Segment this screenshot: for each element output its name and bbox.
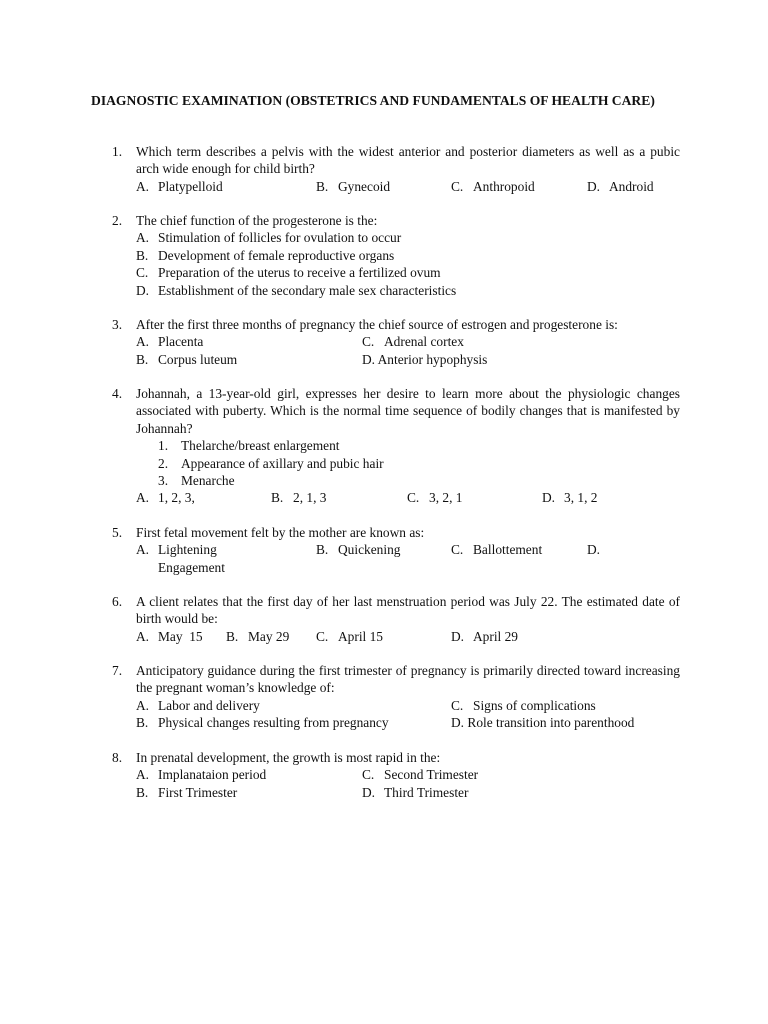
question-stem: Johannah, a 13-year-old girl, expresses her desire to learn more about the physiologic changes associated with puberty. Which is the normal time sequence of bodily changes that is manifested by Johannah? <box>136 386 680 436</box>
question-stem: First fetal movement felt by the mother are known as: <box>136 525 425 540</box>
question-stem: Anticipatory guidance during the first trimester of pregnancy is primarily directed toward increasing the pregnant woman’s knowledge of: <box>136 663 680 696</box>
question-4 <box>112 385 680 507</box>
option-d: D. Android <box>587 178 654 194</box>
question-7 <box>112 662 680 732</box>
question-stem: Which term describes a pelvis with the widest anterior and posterior diameters as well as a pubic arch wide enough for child birth? <box>136 144 680 177</box>
option-b: B. 2, 1, 3 <box>271 490 327 506</box>
option-d: D. April 29 <box>451 628 519 644</box>
option-d: D. Third Trimester <box>362 784 469 800</box>
options-row <box>136 541 680 558</box>
options-row <box>136 714 680 731</box>
options-row <box>136 766 680 783</box>
option-a: A. 1, 2, 3, <box>136 490 195 506</box>
question-number: 7. <box>112 663 123 678</box>
option-a: A. May 15 <box>136 628 203 644</box>
options-row <box>136 489 680 506</box>
question-number: 5. <box>112 525 123 540</box>
sequence-item-2: 2. Appearance of axillary and pubic hair <box>158 455 384 471</box>
option-d-text: Engagement <box>158 559 225 575</box>
sequence-item-1: 1. Thelarche/breast enlargement <box>158 438 340 454</box>
option-a: A. Implanataion period <box>136 767 267 783</box>
option-b: B. First Trimester <box>136 784 238 800</box>
question-number: 4. <box>112 386 123 401</box>
option-b: B. May 29 <box>226 628 290 644</box>
question-5 <box>112 524 680 576</box>
option-c: C. Anthropoid <box>451 178 535 194</box>
question-3 <box>112 316 680 368</box>
question-6 <box>112 593 680 645</box>
question-stem: The chief function of the progesterone is the: <box>136 213 378 228</box>
question-1 <box>112 143 680 195</box>
option-c: C. Adrenal cortex <box>362 334 464 350</box>
options-row <box>136 351 680 368</box>
question-stem: In prenatal development, the growth is most rapid in the: <box>136 750 441 765</box>
question-stem: A client relates that the first day of her last menstruation period was July 22. The estimated date of birth would be: <box>136 594 680 627</box>
option-b: B. Physical changes resulting from pregnancy <box>136 715 389 731</box>
option-c: C. Preparation of the uterus to receive a fertilized ovum <box>136 265 441 281</box>
option-a: A. Platypelloid <box>136 178 223 194</box>
question-number: 3. <box>112 317 123 332</box>
option-d: D. 3, 1, 2 <box>542 490 598 506</box>
option-d: D. Establishment of the secondary male sex characteristics <box>136 282 457 298</box>
question-number: 6. <box>112 594 123 609</box>
question-stem: After the first three months of pregnancy the chief source of estrogen and progesterone is: <box>136 317 618 332</box>
option-c: C. Second Trimester <box>362 767 479 783</box>
option-b: B. Corpus luteum <box>136 351 238 367</box>
option-d-letter: D. <box>587 542 601 558</box>
option-c: C. 3, 2, 1 <box>407 490 463 506</box>
question-8 <box>112 749 680 801</box>
option-d: D. Role transition into parenthood <box>451 715 635 731</box>
option-a: A. Placenta <box>136 334 204 350</box>
option-c: C. April 15 <box>316 628 384 644</box>
option-c: C. Signs of complications <box>451 697 596 713</box>
question-number: 1. <box>112 144 123 159</box>
question-number: 8. <box>112 750 123 765</box>
question-2 <box>112 212 680 299</box>
option-b: B. Gynecoid <box>316 178 391 194</box>
exam-title: DIAGNOSTIC EXAMINATION (OBSTETRICS AND FUNDAMENTALS OF HEALTH CARE) <box>91 93 655 108</box>
option-a: A. Stimulation of follicles for ovulation to occur <box>136 230 402 246</box>
options-row <box>136 784 680 801</box>
option-a: A. Labor and delivery <box>136 697 260 713</box>
option-b: B. Development of female reproductive organs <box>136 247 395 263</box>
sequence-item-3: 3. Menarche <box>158 473 235 488</box>
option-c: C. Ballottement <box>451 542 543 558</box>
option-d: D. Anterior hypophysis <box>362 351 488 367</box>
options-row <box>136 697 680 714</box>
question-number: 2. <box>112 213 123 228</box>
options-row <box>136 333 680 350</box>
option-b: B. Quickening <box>316 542 401 558</box>
option-a: A. Lightening <box>136 542 217 558</box>
options-row <box>136 628 680 645</box>
options-row <box>136 178 680 195</box>
